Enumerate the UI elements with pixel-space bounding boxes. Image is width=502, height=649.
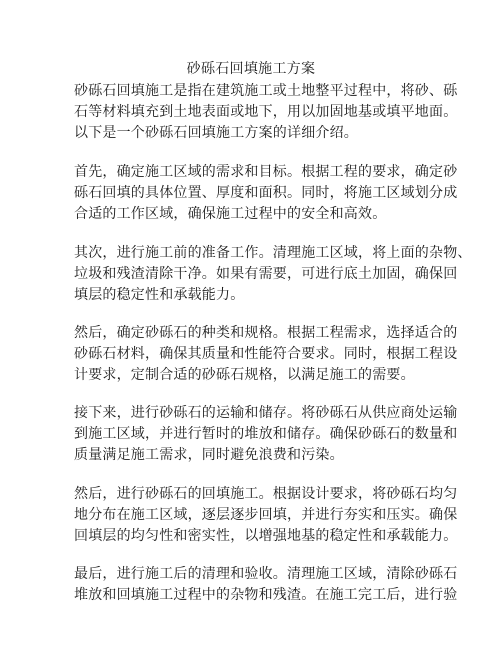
text-line: 然后，确定砂砾石的种类和规格。根据工程需求，选择适合的: [74, 325, 458, 341]
text-line: 首先，确定施工区域的需求和目标。根据工程的要求，确定砂: [74, 164, 458, 180]
text-line: 石等材料填充到土地表面或地下，用以加固地基或填平地面。: [74, 104, 458, 120]
paragraph-step-4: [74, 403, 458, 466]
text-line: 地分布在施工区域，逐层逐步回填，并进行夯实和压实。确保: [74, 507, 458, 523]
text-line: 以下是一个砂砾石回填施工方案的详细介绍。: [74, 125, 358, 141]
text-line: 然后，进行砂砾石的回填施工。根据设计要求，将砂砾石均匀: [74, 486, 458, 502]
paragraph-step-1: [74, 162, 458, 225]
paragraph-step-2: [74, 243, 472, 306]
text-line: 堆放和回填施工过程中的杂物和残渣。在施工完工后，进行验: [74, 587, 458, 603]
paragraph-step-6: [74, 564, 458, 606]
document-title: 砂砾石回填施工方案: [186, 61, 316, 77]
paragraph-step-3: [74, 323, 458, 386]
text-line: 质量满足施工需求，同时避免浪费和污染。: [74, 447, 344, 463]
text-line: 砾石回填的具体位置、厚度和面积。同时，将施工区域划分成: [74, 185, 458, 201]
text-line: 回填层的均匀性和密实性，以增强地基的稳定性和承载能力。: [74, 528, 458, 544]
text-line: 砂砾石回填施工是指在建筑施工或土地整平过程中，将砂、砾: [74, 83, 458, 99]
text-line: 砂砾石材料，确保其质量和性能符合要求。同时，根据工程设: [74, 346, 458, 362]
text-line: 计要求，定制合适的砂砾石规格，以满足施工的需要。: [74, 367, 415, 383]
paragraph-step-5: [74, 484, 458, 547]
text-line: 其次，进行施工前的准备工作。清理施工区域，将上面的杂物、: [74, 245, 472, 261]
text-line: 到施工区域，并进行暂时的堆放和储存。确保砂砾石的数量和: [74, 426, 458, 442]
paragraph-intro: [74, 81, 458, 144]
text-line: 填层的稳定性和承载能力。: [74, 287, 245, 303]
text-line: 垃圾和残渣清除干净。如果有需要，可进行底土加固，确保回: [74, 266, 458, 282]
text-line: 合适的工作区域，确保施工过程中的安全和高效。: [74, 206, 387, 222]
text-line: 最后，进行施工后的清理和验收。清理施工区域，清除砂砾石: [74, 566, 458, 582]
text-line: 接下来，进行砂砾石的运输和储存。将砂砾石从供应商处运输: [74, 405, 458, 421]
